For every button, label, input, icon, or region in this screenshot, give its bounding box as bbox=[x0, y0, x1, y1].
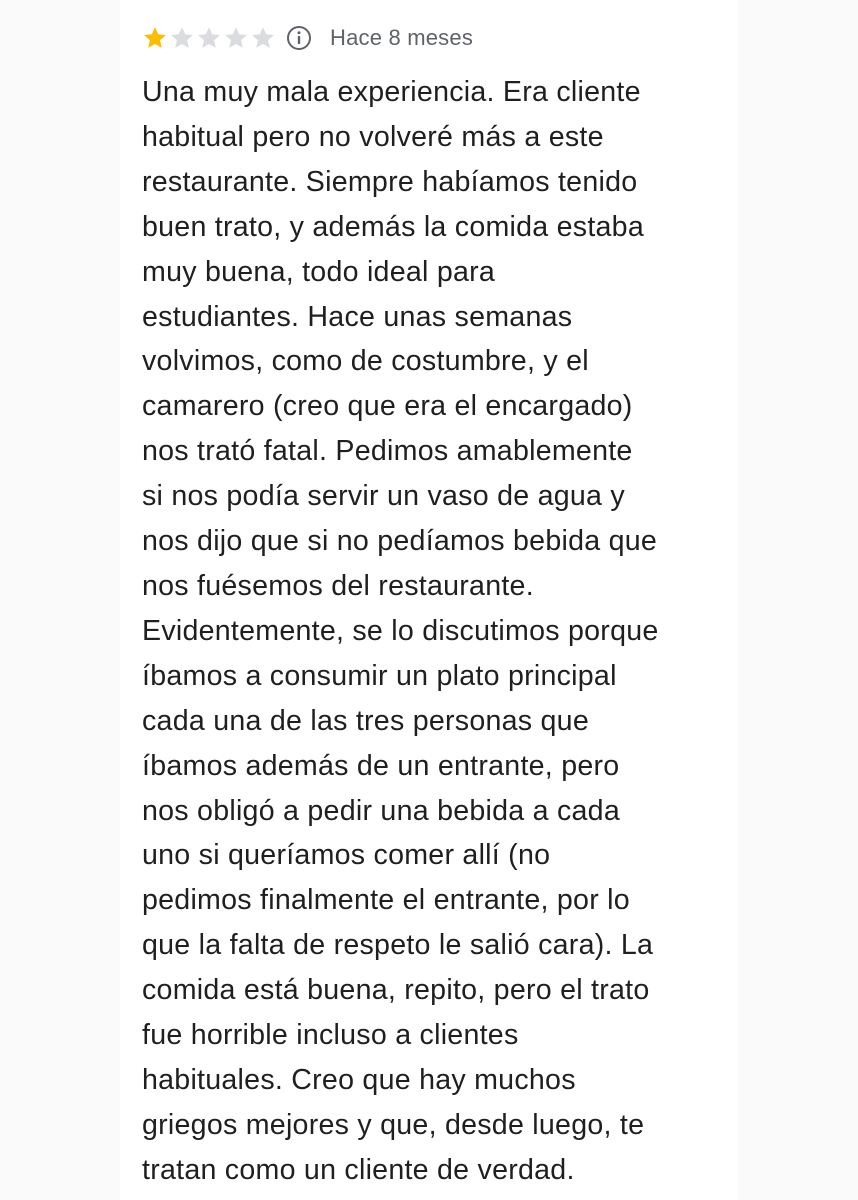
review-text-line: tratan como un cliente de verdad. bbox=[142, 1153, 575, 1186]
review-time: Hace 8 meses bbox=[330, 25, 474, 50]
info-icon[interactable] bbox=[286, 25, 312, 51]
review-text-line: cada una de las tres personas que bbox=[142, 704, 589, 737]
review-text-line: nos obligó a pedir una bebida a cada bbox=[142, 794, 620, 827]
review-text-line: comida está buena, repito, pero el trato bbox=[142, 974, 650, 1007]
star-empty-icon bbox=[169, 25, 195, 51]
review-text-line: camarero (creo que era el encargado) bbox=[142, 390, 633, 423]
review-text-line: fue horrible incluso a clientes bbox=[142, 1019, 519, 1052]
star-filled-icon bbox=[142, 25, 168, 51]
review-text-line: uno si queríamos comer allí (no bbox=[142, 839, 551, 872]
review-text-line: habitual pero no volveré más a este bbox=[142, 120, 604, 153]
star-empty-icon bbox=[250, 25, 276, 51]
review-text-line: íbamos además de un entrante, pero bbox=[142, 749, 620, 782]
star-empty-icon bbox=[196, 25, 222, 51]
review-text-line: que la falta de respeto le salió cara). La bbox=[142, 929, 654, 962]
review-text-line: íbamos a consumir un plato principal bbox=[142, 659, 617, 692]
star-rating bbox=[142, 25, 276, 51]
review-text-line: habituales. Creo que hay muchos bbox=[142, 1063, 576, 1096]
review-item bbox=[142, 20, 742, 1193]
review-text-line: muy buena, todo ideal para bbox=[142, 255, 496, 288]
review-text-line: griegos mejores y que, desde luego, te bbox=[142, 1108, 645, 1141]
review-text-line: buen trato, y además la comida estaba bbox=[142, 210, 644, 243]
star-empty-icon bbox=[223, 25, 249, 51]
review-text-line: si nos podía servir un vaso de agua y bbox=[142, 480, 625, 513]
review-text-line: estudiantes. Hace unas semanas bbox=[142, 300, 573, 333]
review-text-line: Evidentemente, se lo discutimos porque bbox=[142, 614, 659, 647]
review-text-line: nos dijo que si no pedíamos bebida que bbox=[142, 525, 658, 558]
review-text bbox=[142, 70, 732, 1193]
review-text-line: nos trató fatal. Pedimos amablemente bbox=[142, 435, 633, 468]
review-meta bbox=[142, 20, 742, 56]
review-text-line: nos fuésemos del restaurante. bbox=[142, 569, 534, 602]
review-text-line: volvimos, como de costumbre, y el bbox=[142, 345, 589, 378]
review-text-line: pedimos finalmente el entrante, por lo bbox=[142, 884, 630, 917]
review-text-line: Una muy mala experiencia. Era cliente bbox=[142, 76, 641, 108]
review-text-line: restaurante. Siempre habíamos tenido bbox=[142, 165, 638, 198]
